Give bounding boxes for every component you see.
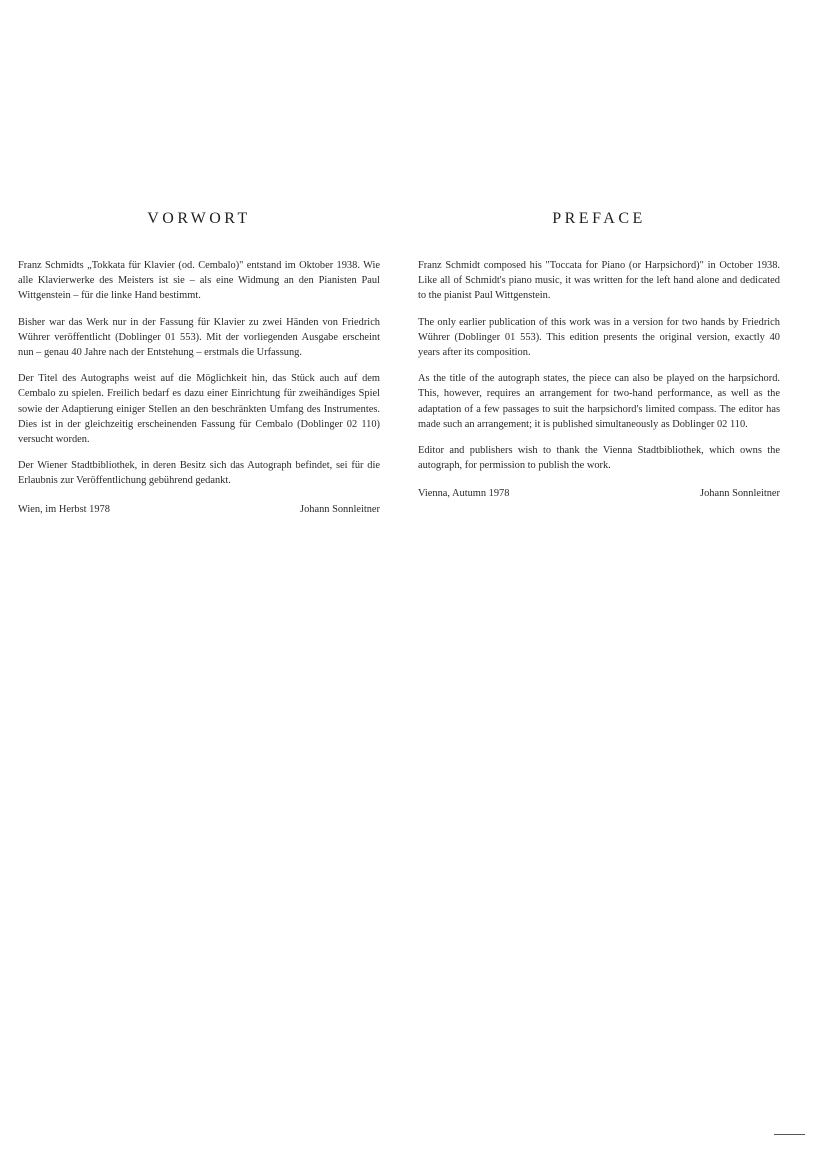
vorwort-heading: VORWORT [147,210,251,227]
vorwort-paragraph-2: Bisher war das Werk nur in der Fassung für Klavier zu zwei Händen von Friedrich Wührer veröffentlicht (Doblinger 01 553). Mit der vorliegenden Ausgabe erscheint nun – genau 40 Jahre nach der Entstehung – erstmals die Urfassung. [18,316,380,359]
vorwort-paragraph-1: Franz Schmidts „Tokkata für Klavier (od. Cembalo)" entstand im Oktober 1938. Wie alle Klavierwerke des Meisters ist sie – als eine Widmung an den Pianisten Paul Wittgenstein – für die linke Hand bestimmt. [18,260,380,302]
preface-signature [418,486,780,501]
preface-paragraph-2: The only earlier publication of this work was in a version for two hands by Friedrich Wührer (Doblinger 01 553). This edition presents the original version, exactly 40 years after its composition. [418,316,780,359]
corner-rule-divider [774,1134,805,1135]
vorwort-paragraph-3: Der Titel des Autographs weist auf die Möglichkeit hin, das Stück auch auf dem Cembalo zu spielen. Freilich bedarf es dazu einer Einrichtung für zweihändiges Spiel sowie der Adaptierung einiger Stellen an den beschränkten Umfang des Instrumentes. Dies ist in der gleichzeitig erscheinenden Fassung für Cembalo (Doblinger 02 110) versucht worden. [18,373,380,446]
vorwort-signature [18,502,380,517]
vorwort-place-date: Wien, im Herbst 1978 [18,503,110,515]
vorwort-paragraph-4: Der Wiener Stadtbibliothek, in deren Besitz sich das Autograph befindet, sei für die Erlaubnis zur Veröffentlichung gebührend gedankt. [18,460,380,487]
preface-heading: PREFACE [552,210,646,227]
vorwort-author: Johann Sonnleitner [300,503,380,515]
preface-paragraph-3: As the title of the autograph states, the piece can also be played on the harpsichord. This, however, requires an arrangement for two-hand performance, as well as the adaptation of a few passages to suit the harpsichord's limited compass. The editor has made such an arrangement; it is published simultaneously as Doblinger 02 110. [418,373,780,430]
vorwort-column [18,210,380,517]
preface-paragraph-4: Editor and publishers wish to thank the Vienna Stadtbibliothek, which owns the autograph, for permission to publish the work. [418,445,780,472]
preface-author: Johann Sonnleitner [700,488,780,500]
preface-paragraph-1: Franz Schmidt composed his "Toccata for Piano (or Harpsichord)" in October 1938. Like all of Schmidt's piano music, it was written for the left hand alone and dedicated to the pianist Paul Wittgenstein. [418,260,780,302]
preface-column [418,210,780,501]
preface-place-date: Vienna, Autumn 1978 [418,488,510,500]
